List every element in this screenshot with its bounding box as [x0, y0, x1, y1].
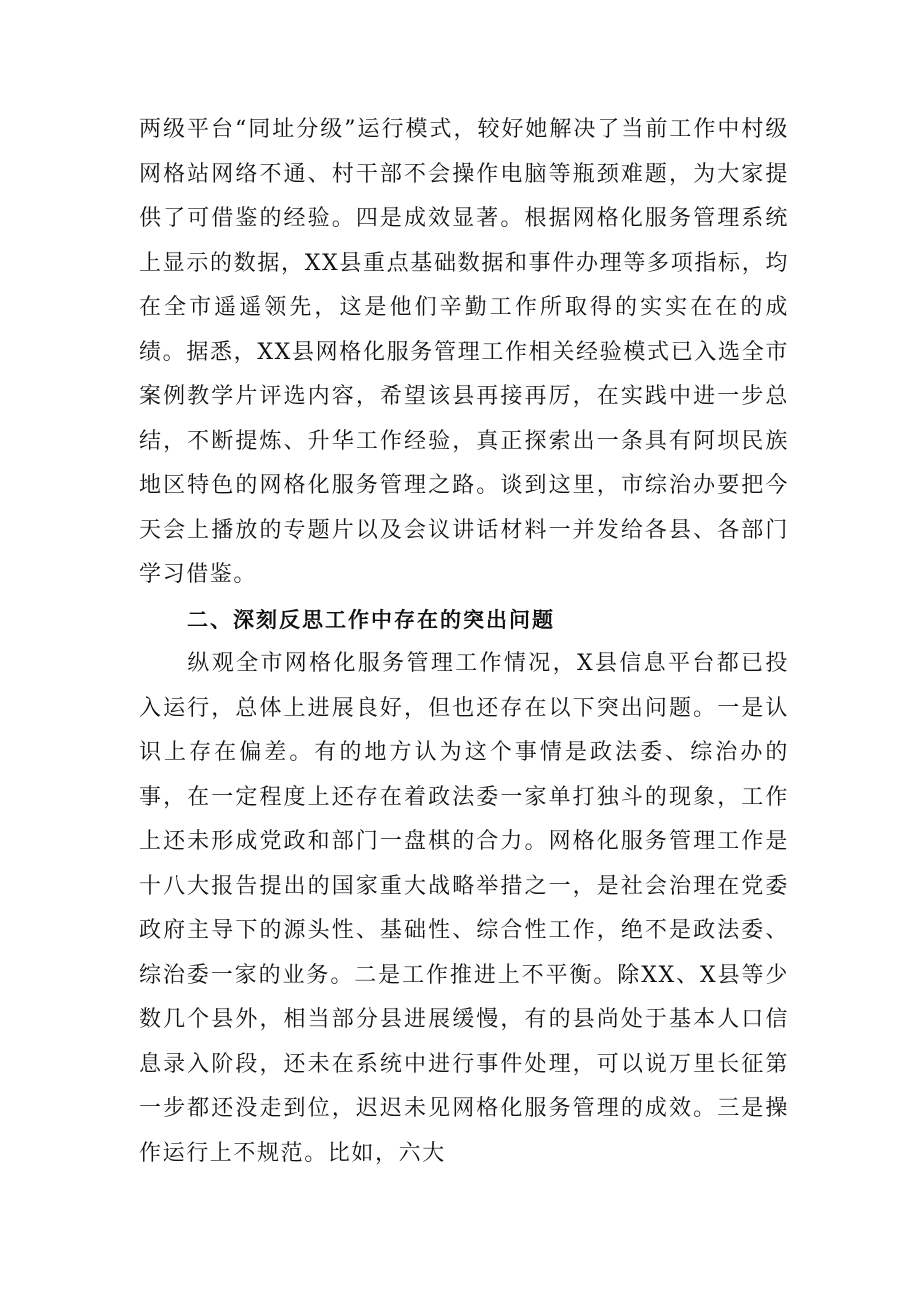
section-heading: 二、深刻反思工作中存在的突出问题: [187, 607, 555, 632]
paragraph-continuation: 两级平台“同址分级”运行模式，较好她解决了当前工作中村级网格站网络不通、村干部不会操作电脑等瓶颈难题，为大家提供了可借鉴的经验。四是成效显著。根据网格化服务管理系统上显示的数据，XX县重点基础数据和事件办理等多项指标，均在全市遥遥领先，这是他们辛勤工作所取得的实实在在的成绩。据悉，XX县网格化服务管理工作相关经验模式已入选全市案例教学片评选内容，希望该县再接再厉，在实践中进一步总结，不断提炼、升华工作经验，真正探索出一条具有阿坝民族地区特色的网格化服务管理之路。谈到这里，市综治办要把今天会上播放的专题片以及会议讲话材料一并发给各县、各部门学习借鉴。: [139, 117, 789, 587]
document-body: [139, 108, 789, 1176]
paragraph-problems: 纵观全市网格化服务管理工作情况，X县信息平台都已投入运行，总体上进展良好，但也还存在以下突出问题。一是认识上存在偏差。有的地方认为这个事情是政法委、综治办的事，在一定程度上还存在着政法委一家单打独斗的现象，工作上还未形成党政和部门一盘棋的合力。网格化服务管理工作是十八大报告提出的国家重大战略举措之一，是社会治理在党委政府主导下的源头性、基础性、综合性工作，绝不是政法委、综治委一家的业务。二是工作推进上不平衡。除XX、X县等少数几个县外，相当部分县进展缓慢，有的县尚处于基本人口信息录入阶段，还未在系统中进行事件处理，可以说万里长征第一步都还没走到位，迟迟未见网格化服务管理的成效。三是操作运行上不规范。比如，六大: [139, 651, 789, 1166]
